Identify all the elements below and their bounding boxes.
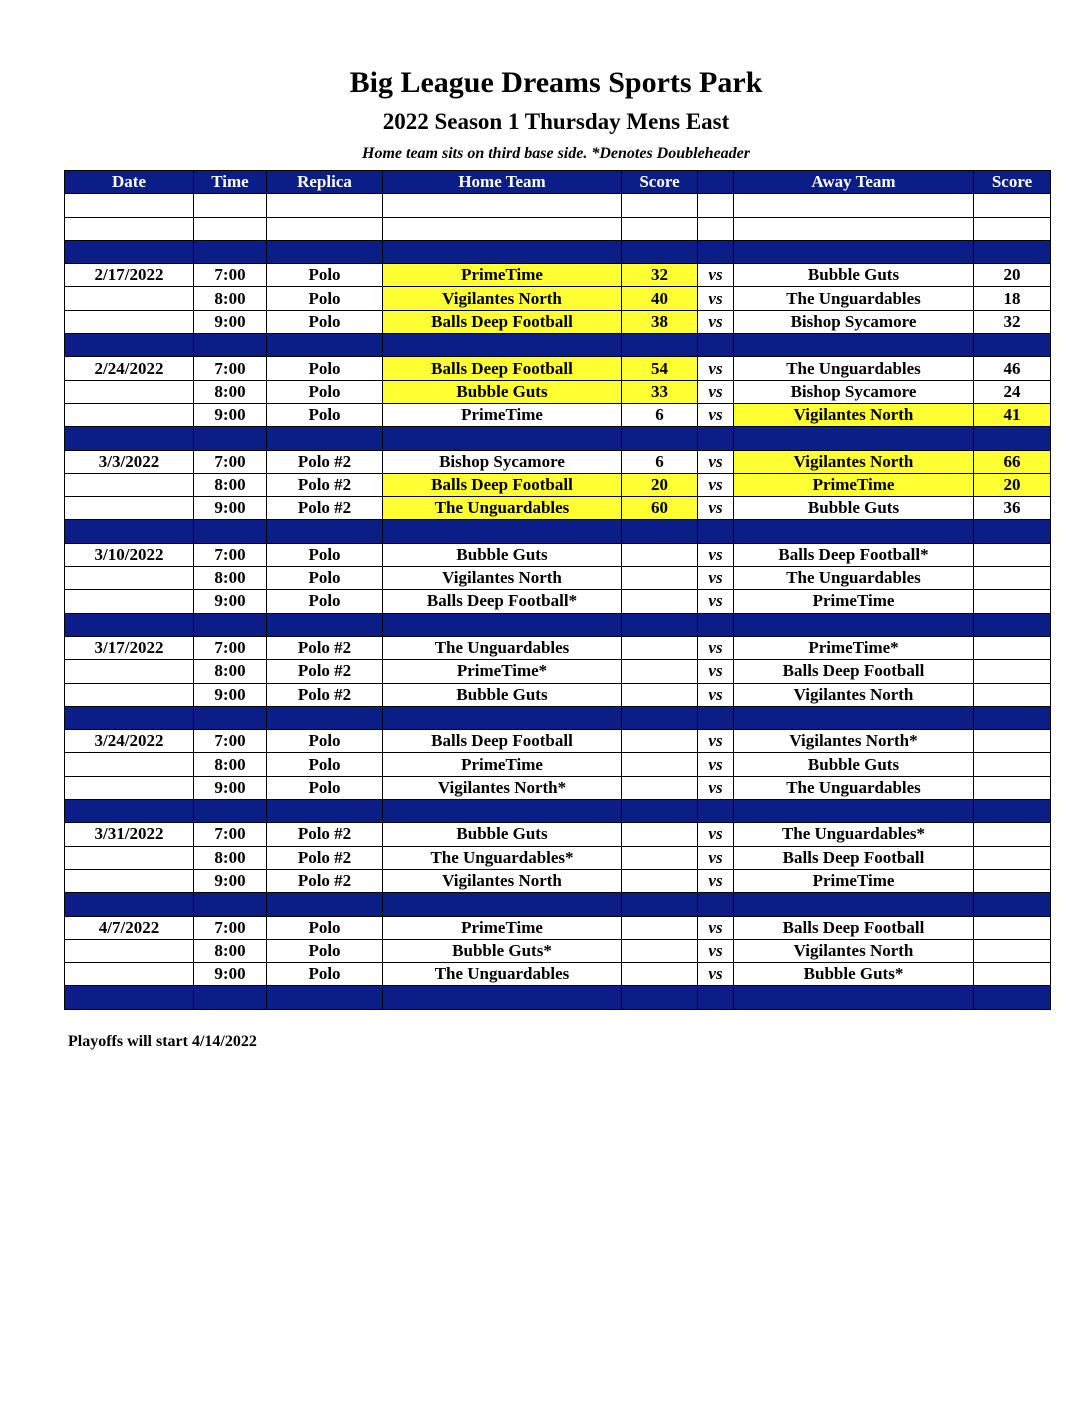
home-score-cell: 38: [622, 310, 698, 333]
home-team-cell: Balls Deep Football: [383, 357, 622, 380]
replica-cell: Polo: [267, 310, 383, 333]
replica-cell: Polo: [267, 567, 383, 590]
replica-cell: Polo: [267, 287, 383, 310]
date-cell: [65, 683, 194, 706]
date-cell: [65, 963, 194, 986]
home-score-cell: [622, 823, 698, 846]
away-score-cell: [974, 846, 1051, 869]
away-team-cell: The Unguardables: [734, 776, 974, 799]
vs-cell: vs: [698, 264, 734, 287]
schedule-body: [65, 194, 1051, 1009]
home-score-cell: [622, 567, 698, 590]
away-team-cell: The Unguardables*: [734, 823, 974, 846]
vs-cell: vs: [698, 403, 734, 426]
home-score-cell: [622, 590, 698, 613]
time-cell: 9:00: [194, 590, 267, 613]
table-row: [65, 776, 1051, 799]
replica-cell: Polo: [267, 776, 383, 799]
home-score-cell: [622, 776, 698, 799]
home-team-cell: The Unguardables*: [383, 846, 622, 869]
away-score-cell: [974, 939, 1051, 962]
away-score-cell: 41: [974, 403, 1051, 426]
away-score-cell: 32: [974, 310, 1051, 333]
column-header-vs: [698, 171, 734, 194]
home-score-cell: 33: [622, 380, 698, 403]
home-score-cell: 32: [622, 264, 698, 287]
time-cell: 8:00: [194, 939, 267, 962]
vs-cell: vs: [698, 776, 734, 799]
home-score-cell: [622, 963, 698, 986]
time-cell: 8:00: [194, 846, 267, 869]
away-score-cell: [974, 660, 1051, 683]
home-score-cell: [622, 660, 698, 683]
away-score-cell: 24: [974, 380, 1051, 403]
replica-cell: Polo #2: [267, 660, 383, 683]
away-team-cell: Bishop Sycamore: [734, 380, 974, 403]
table-row: [65, 380, 1051, 403]
home-team-cell: Balls Deep Football*: [383, 590, 622, 613]
time-cell: 7:00: [194, 357, 267, 380]
home-score-cell: 20: [622, 473, 698, 496]
date-cell: [65, 660, 194, 683]
vs-cell: vs: [698, 660, 734, 683]
home-team-cell: Vigilantes North: [383, 287, 622, 310]
away-score-cell: [974, 753, 1051, 776]
away-score-cell: 20: [974, 264, 1051, 287]
date-cell: [65, 473, 194, 496]
away-score-cell: 66: [974, 450, 1051, 473]
time-cell: 9:00: [194, 310, 267, 333]
vs-cell: vs: [698, 497, 734, 520]
table-row: [65, 403, 1051, 426]
home-team-cell: Bubble Guts*: [383, 939, 622, 962]
away-score-cell: [974, 683, 1051, 706]
table-row: [65, 939, 1051, 962]
vs-cell: vs: [698, 636, 734, 659]
table-row: [65, 497, 1051, 520]
date-cell: 3/24/2022: [65, 730, 194, 753]
replica-cell: Polo #2: [267, 823, 383, 846]
date-cell: [65, 497, 194, 520]
time-cell: 8:00: [194, 567, 267, 590]
away-team-cell: PrimeTime: [734, 869, 974, 892]
away-score-cell: [974, 636, 1051, 659]
week-separator: [65, 986, 1051, 1009]
replica-cell: Polo #2: [267, 450, 383, 473]
time-cell: 7:00: [194, 450, 267, 473]
home-score-cell: [622, 939, 698, 962]
time-cell: 7:00: [194, 916, 267, 939]
time-cell: 8:00: [194, 753, 267, 776]
home-score-cell: [622, 636, 698, 659]
date-cell: [65, 846, 194, 869]
away-team-cell: Balls Deep Football: [734, 846, 974, 869]
away-team-cell: Balls Deep Football*: [734, 543, 974, 566]
home-team-cell: Balls Deep Football: [383, 730, 622, 753]
away-team-cell: PrimeTime*: [734, 636, 974, 659]
time-cell: 9:00: [194, 869, 267, 892]
away-score-cell: [974, 776, 1051, 799]
column-header-date: Date: [65, 171, 194, 194]
date-cell: [65, 380, 194, 403]
replica-cell: Polo #2: [267, 636, 383, 659]
away-score-cell: 46: [974, 357, 1051, 380]
vs-cell: vs: [698, 567, 734, 590]
home-team-cell: Balls Deep Football: [383, 310, 622, 333]
time-cell: 8:00: [194, 660, 267, 683]
time-cell: 8:00: [194, 287, 267, 310]
home-score-cell: 6: [622, 450, 698, 473]
column-header-away-score: Score: [974, 171, 1051, 194]
home-team-cell: PrimeTime: [383, 916, 622, 939]
blank-row: [65, 194, 1051, 217]
away-team-cell: Vigilantes North*: [734, 730, 974, 753]
table-row: [65, 636, 1051, 659]
vs-cell: vs: [698, 310, 734, 333]
table-row: [65, 846, 1051, 869]
away-team-cell: PrimeTime: [734, 473, 974, 496]
date-cell: [65, 403, 194, 426]
home-team-cell: The Unguardables: [383, 636, 622, 659]
away-team-cell: Bubble Guts: [734, 497, 974, 520]
home-score-cell: 54: [622, 357, 698, 380]
vs-cell: vs: [698, 357, 734, 380]
home-score-cell: [622, 543, 698, 566]
home-score-cell: 6: [622, 403, 698, 426]
away-score-cell: 18: [974, 287, 1051, 310]
date-cell: [65, 287, 194, 310]
away-team-cell: Bubble Guts*: [734, 963, 974, 986]
week-separator: [65, 800, 1051, 823]
replica-cell: Polo: [267, 916, 383, 939]
table-row: [65, 287, 1051, 310]
date-cell: 3/31/2022: [65, 823, 194, 846]
away-team-cell: Vigilantes North: [734, 450, 974, 473]
away-score-cell: [974, 543, 1051, 566]
table-row: [65, 543, 1051, 566]
date-cell: 4/7/2022: [65, 916, 194, 939]
replica-cell: Polo: [267, 403, 383, 426]
time-cell: 7:00: [194, 730, 267, 753]
table-row: [65, 310, 1051, 333]
week-separator: [65, 334, 1051, 357]
table-row: [65, 730, 1051, 753]
week-separator: [65, 240, 1051, 263]
replica-cell: Polo: [267, 543, 383, 566]
time-cell: 7:00: [194, 264, 267, 287]
time-cell: 9:00: [194, 497, 267, 520]
away-score-cell: [974, 916, 1051, 939]
table-row: [65, 473, 1051, 496]
column-header-time: Time: [194, 171, 267, 194]
replica-cell: Polo: [267, 264, 383, 287]
away-team-cell: Bubble Guts: [734, 264, 974, 287]
replica-cell: Polo: [267, 357, 383, 380]
away-team-cell: The Unguardables: [734, 287, 974, 310]
week-separator: [65, 893, 1051, 916]
time-cell: 9:00: [194, 776, 267, 799]
table-row: [65, 590, 1051, 613]
date-cell: 3/10/2022: [65, 543, 194, 566]
time-cell: 8:00: [194, 380, 267, 403]
replica-cell: Polo #2: [267, 869, 383, 892]
time-cell: 7:00: [194, 543, 267, 566]
home-team-cell: Vigilantes North: [383, 869, 622, 892]
time-cell: 7:00: [194, 823, 267, 846]
home-team-cell: PrimeTime: [383, 264, 622, 287]
column-header-away-team: Away Team: [734, 171, 974, 194]
replica-cell: Polo #2: [267, 497, 383, 520]
date-cell: 3/3/2022: [65, 450, 194, 473]
table-row: [65, 963, 1051, 986]
home-score-cell: [622, 753, 698, 776]
date-cell: [65, 776, 194, 799]
away-score-cell: 36: [974, 497, 1051, 520]
header-row: [65, 171, 1051, 194]
home-team-cell: The Unguardables: [383, 497, 622, 520]
time-cell: 9:00: [194, 963, 267, 986]
away-team-cell: Vigilantes North: [734, 403, 974, 426]
home-team-cell: PrimeTime*: [383, 660, 622, 683]
away-team-cell: Bubble Guts: [734, 753, 974, 776]
column-header-home-team: Home Team: [383, 171, 622, 194]
table-row: [65, 869, 1051, 892]
vs-cell: vs: [698, 869, 734, 892]
page-subtitle: 2022 Season 1 Thursday Mens East: [382, 109, 730, 134]
date-cell: [65, 939, 194, 962]
away-team-cell: PrimeTime: [734, 590, 974, 613]
vs-cell: vs: [698, 730, 734, 753]
vs-cell: vs: [698, 450, 734, 473]
away-team-cell: Balls Deep Football: [734, 916, 974, 939]
away-score-cell: [974, 730, 1051, 753]
home-team-cell: The Unguardables: [383, 963, 622, 986]
vs-cell: vs: [698, 473, 734, 496]
playoffs-note: Playoffs will start 4/14/2022: [68, 1033, 257, 1050]
home-team-cell: Vigilantes North: [383, 567, 622, 590]
week-separator: [65, 520, 1051, 543]
away-team-cell: Vigilantes North: [734, 939, 974, 962]
home-team-cell: Bubble Guts: [383, 380, 622, 403]
home-score-cell: 40: [622, 287, 698, 310]
time-cell: 9:00: [194, 683, 267, 706]
home-team-cell: Balls Deep Football: [383, 473, 622, 496]
vs-cell: vs: [698, 823, 734, 846]
away-score-cell: 20: [974, 473, 1051, 496]
away-team-cell: The Unguardables: [734, 567, 974, 590]
away-team-cell: Bishop Sycamore: [734, 310, 974, 333]
date-cell: 2/24/2022: [65, 357, 194, 380]
replica-cell: Polo #2: [267, 846, 383, 869]
replica-cell: Polo: [267, 730, 383, 753]
date-cell: 2/17/2022: [65, 264, 194, 287]
page-title: Big League Dreams Sports Park: [349, 66, 763, 99]
home-team-cell: Bubble Guts: [383, 823, 622, 846]
away-score-cell: [974, 567, 1051, 590]
home-team-cell: PrimeTime: [383, 403, 622, 426]
date-cell: [65, 310, 194, 333]
replica-cell: Polo #2: [267, 683, 383, 706]
date-cell: [65, 567, 194, 590]
home-team-cell: Vigilantes North*: [383, 776, 622, 799]
away-team-cell: The Unguardables: [734, 357, 974, 380]
vs-cell: vs: [698, 753, 734, 776]
vs-cell: vs: [698, 590, 734, 613]
table-row: [65, 357, 1051, 380]
away-score-cell: [974, 590, 1051, 613]
vs-cell: vs: [698, 543, 734, 566]
schedule-note: Home team sits on third base side. *Denotes Doubleheader: [362, 145, 750, 162]
week-separator: [65, 613, 1051, 636]
table-row: [65, 916, 1051, 939]
table-row: [65, 450, 1051, 473]
vs-cell: vs: [698, 939, 734, 962]
table-row: [65, 264, 1051, 287]
replica-cell: Polo: [267, 939, 383, 962]
away-team-cell: Vigilantes North: [734, 683, 974, 706]
replica-cell: Polo #2: [267, 473, 383, 496]
replica-cell: Polo: [267, 963, 383, 986]
time-cell: 7:00: [194, 636, 267, 659]
vs-cell: vs: [698, 380, 734, 403]
date-cell: [65, 753, 194, 776]
vs-cell: vs: [698, 916, 734, 939]
table-row: [65, 753, 1051, 776]
column-header-home-score: Score: [622, 171, 698, 194]
column-header-replica: Replica: [267, 171, 383, 194]
schedule-table: [64, 170, 1051, 1010]
away-score-cell: [974, 963, 1051, 986]
replica-cell: Polo: [267, 753, 383, 776]
blank-row: [65, 217, 1051, 240]
home-score-cell: [622, 846, 698, 869]
replica-cell: Polo: [267, 590, 383, 613]
home-score-cell: 60: [622, 497, 698, 520]
away-score-cell: [974, 869, 1051, 892]
vs-cell: vs: [698, 287, 734, 310]
vs-cell: vs: [698, 683, 734, 706]
replica-cell: Polo: [267, 380, 383, 403]
time-cell: 9:00: [194, 403, 267, 426]
home-score-cell: [622, 730, 698, 753]
date-cell: [65, 869, 194, 892]
home-score-cell: [622, 683, 698, 706]
table-row: [65, 567, 1051, 590]
away-team-cell: Balls Deep Football: [734, 660, 974, 683]
week-separator: [65, 427, 1051, 450]
home-team-cell: Bubble Guts: [383, 683, 622, 706]
vs-cell: vs: [698, 846, 734, 869]
home-team-cell: Bubble Guts: [383, 543, 622, 566]
home-score-cell: [622, 869, 698, 892]
home-score-cell: [622, 916, 698, 939]
date-cell: 3/17/2022: [65, 636, 194, 659]
table-row: [65, 683, 1051, 706]
away-score-cell: [974, 823, 1051, 846]
time-cell: 8:00: [194, 473, 267, 496]
week-separator: [65, 706, 1051, 729]
table-row: [65, 660, 1051, 683]
home-team-cell: PrimeTime: [383, 753, 622, 776]
date-cell: [65, 590, 194, 613]
home-team-cell: Bishop Sycamore: [383, 450, 622, 473]
vs-cell: vs: [698, 963, 734, 986]
table-row: [65, 823, 1051, 846]
